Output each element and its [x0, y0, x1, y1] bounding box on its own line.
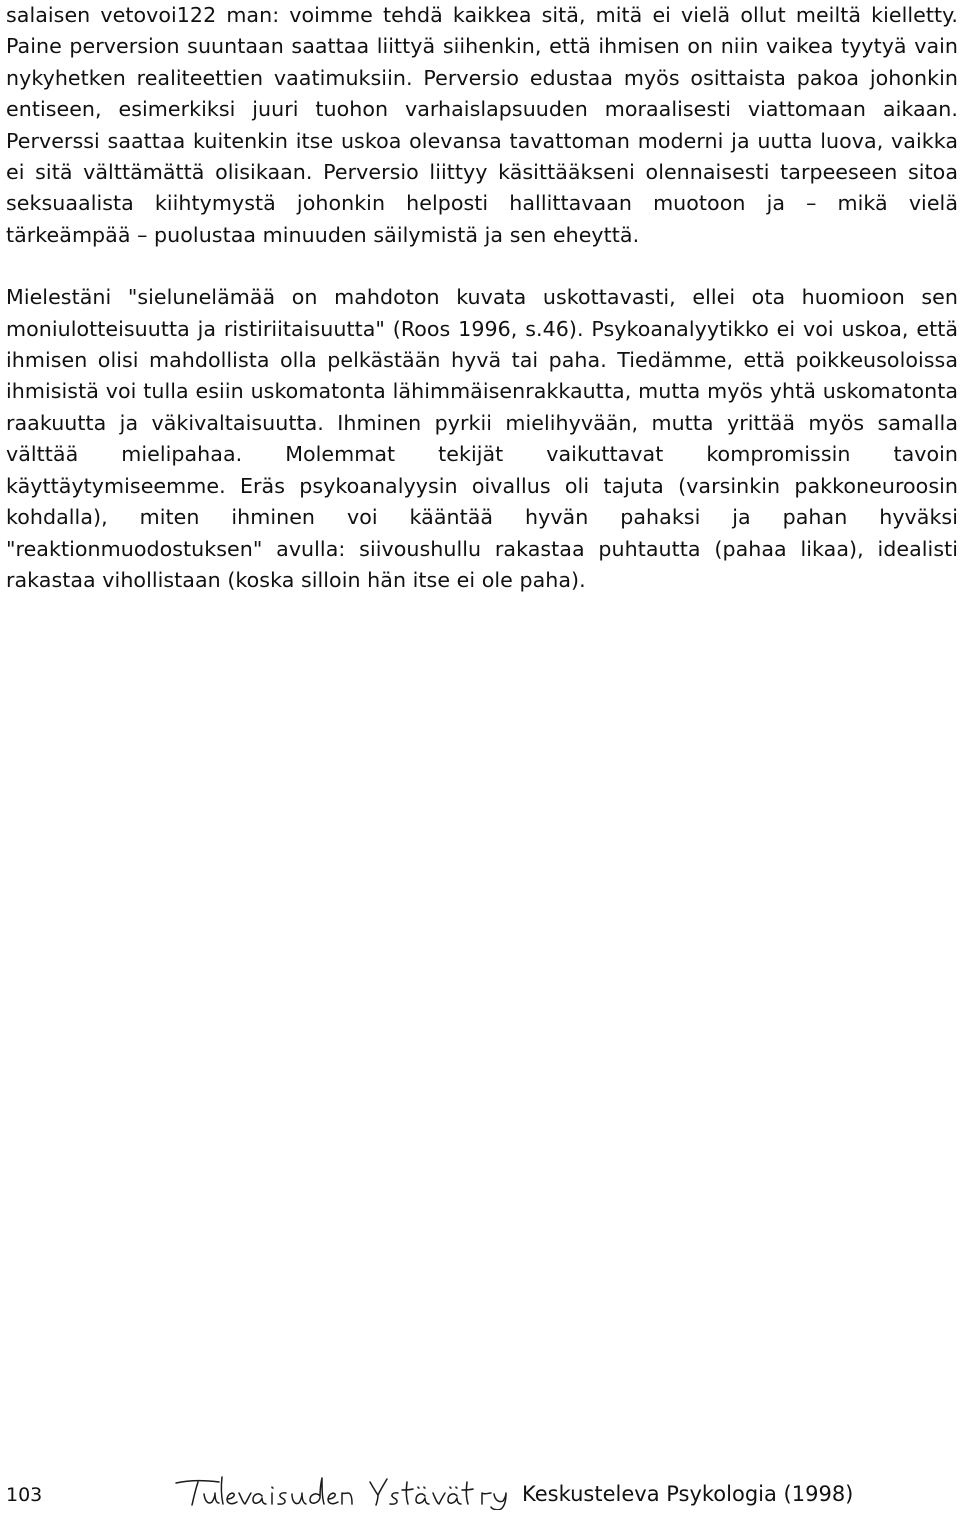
page-body [6, 0, 958, 596]
body-paragraph: Mielestäni "sielunelämää on mahdoton kuvata uskottavasti, ellei ota huomioon sen moniulotteisuutta ja ristiriitaisuutta" (Roos 1996, s.46). Psykoanalyytikko ei voi uskoa, että ihmisen olisi mahdollista olla pelkästään hyvä tai paha. Tiedämme, että poikkeusoloissa ihmisistä voi tulla esiin uskomatonta lähimmäisenrakkautta, mutta myös yhtä uskomatonta raakuutta ja väkivaltaisuutta. Ihminen pyrkii mielihyvään, mutta yrittää myös samalla välttää mielipahaa. Molemmat tekijät vaikuttavat kompromissin tavoin käyttäytymiseemme. Eräs psykoanalyysin oivallus oli tajuta (varsinkin pakkoneuroosin kohdalla), miten ihminen voi kääntää hyvän pahaksi ja pahan hyväksi "reaktionmuodostuksen" avulla: siivoushullu rakastaa puhtautta (pahaa likaa), idealisti rakastaa vihollistaan (koska silloin hän itse ei ole paha). [6, 285, 958, 592]
publication-title: Keskusteleva Psykologia (1998) [522, 1482, 854, 1506]
publisher-wordmark-logo [174, 1470, 518, 1510]
page-footer [6, 1470, 956, 1514]
page-number: 103 [6, 1484, 43, 1506]
body-paragraph: salaisen vetovoi122 man: voimme tehdä kaikkea sitä, mitä ei vielä ollut meiltä kielletty. Paine perversion suuntaan saattaa liittyä siihenkin, että ihmisen on niin vaikea tyytyä vain nykyhetken realiteettien vaatimuksiin. Perversio edustaa myös osittaista pakoa johonkin entiseen, esimerkiksi juuri tuohon varhaislapsuuden moraalisesti viattomaan aikaan. Perverssi saattaa kuitenkin itse uskoa olevansa tavattoman moderni ja uutta luova, vaikka ei sitä välttämättä olisikaan. Perversio liittyy käsittääkseni olennaisesti tarpeeseen sitoa seksuaalista kiihtymystä johonkin helposti hallittavaan muotoon ja – mikä vielä tärkeämpää – puolustaa minuuden säilymistä ja sen eheyttä. [6, 3, 958, 247]
